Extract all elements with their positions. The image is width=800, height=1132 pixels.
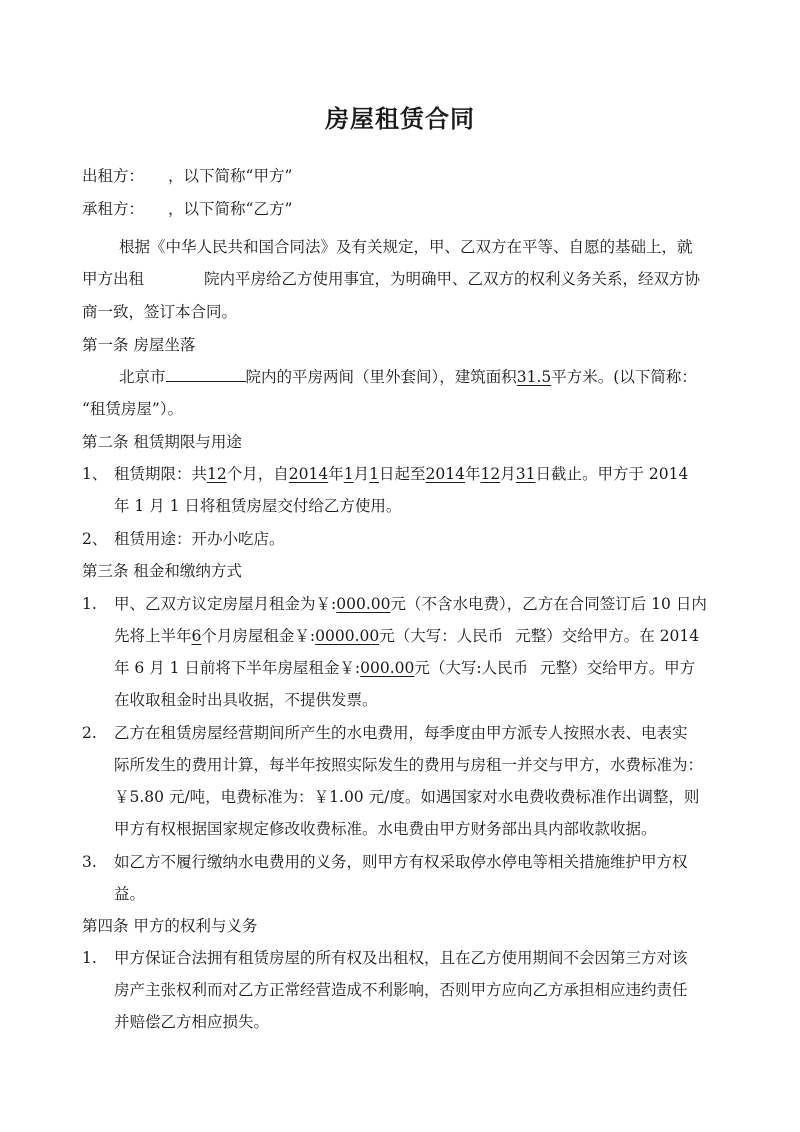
article-2-heading: 第二条 租赁期限与用途 <box>82 433 242 451</box>
rent-text: 年 6 月 1 日前将下半年房屋租金￥: <box>114 659 361 677</box>
item-number: 3. <box>82 853 97 871</box>
rent-text: 元整）交给甲方。甲方 <box>540 659 696 677</box>
utility-text: 乙方在租赁房屋经营期间所产生的水电费用，每季度由甲方派专人按照水表、电表实 <box>114 724 688 742</box>
article-3-heading: 第三条 租金和缴纳方式 <box>82 562 242 580</box>
rent-text: 元整）交给甲方。在 2014 <box>515 627 700 645</box>
lease-months: 12 <box>207 465 227 483</box>
article-3-item-2-line-4: 甲方有权根据国家规定修改收费标准。水电费由甲方财务部出具内部收款收据。 <box>114 820 657 838</box>
article-3-item-3-line-1 <box>82 852 688 872</box>
article-3-item-1-line-3 <box>114 658 695 678</box>
preamble-text-b: 院内平房给乙方使用事宜，为明确甲、乙双方的权利义务关系，经双方协 <box>204 270 701 288</box>
rent-text: 甲、乙双方议定房屋月租金为￥: <box>114 595 337 613</box>
rent-text: 元（大写：人民币 <box>379 627 504 645</box>
article-4-item-1-line-3: 并赔偿乙方相应损失。 <box>114 1013 270 1031</box>
lessee-line <box>82 199 292 219</box>
article-1-line-1 <box>119 367 697 387</box>
lessor-text: ，以下简称“甲方” <box>168 167 293 185</box>
lease-term-text: 租赁期限：共 <box>114 465 208 483</box>
rent-text: 先将上半年 <box>114 627 192 645</box>
article-2-item-1 <box>82 464 688 484</box>
preamble-text-a: 甲方出租 <box>82 270 145 288</box>
end-day: 31 <box>515 465 536 483</box>
second-half-rent: 000.00 <box>360 659 415 677</box>
article-2-item-2 <box>82 529 285 549</box>
lessor-obligation-text: 甲方保证合法拥有租赁房屋的所有权及出租权，且在乙方使用期间不会因第三方对该 <box>114 949 688 967</box>
item-number: 2、 <box>82 530 108 548</box>
preamble-line-1: 根据《中华人民共和国合同法》及有关规定，甲、乙双方在平等、自愿的基础上，就 <box>119 238 693 256</box>
rent-text: 元（大写:人民币 <box>414 659 529 677</box>
lessor-label: 出租方： <box>82 167 145 185</box>
lessee-label: 承租方： <box>82 200 145 218</box>
utility-obligation-text: 如乙方不履行缴纳水电费用的义务，则甲方有权采取停水停电等相关措施维护甲方权 <box>114 853 688 871</box>
article-3-item-3-line-2: 益。 <box>114 885 146 903</box>
article-3-item-1-line-1 <box>82 594 707 614</box>
page-title: 房屋租赁合同 <box>325 104 475 133</box>
address-blank <box>166 367 246 382</box>
item-number: 1. <box>82 949 97 967</box>
area-value: 31.5 <box>516 368 552 386</box>
article-3-item-1-line-4: 在收取租金时出具收据，不提供发票。 <box>114 691 378 709</box>
lease-term-text: 年 <box>464 465 481 483</box>
lease-term-text: 日截止。甲方于 2014 <box>535 465 689 483</box>
house-desc: 院内的平房两间（里外套间），建筑面积 <box>245 368 517 386</box>
article-1-heading: 第一条 房屋坐落 <box>82 336 196 354</box>
article-1-line-2: “租赁房屋”）。 <box>82 400 184 418</box>
half-year-months: 6 <box>191 627 202 645</box>
area-unit: 平方米。(以下简称： <box>551 368 697 386</box>
first-half-rent: 0000.00 <box>315 627 380 645</box>
article-3-item-2-line-1 <box>82 723 688 743</box>
end-year: 2014 <box>425 465 465 483</box>
city-text: 北京市 <box>119 368 166 386</box>
rent-text: 元（不含水电费），乙方在合同签订后 10 日内 <box>390 595 707 613</box>
lessor-line <box>82 166 292 186</box>
article-4-heading: 第四条 甲方的权利与义务 <box>82 917 258 935</box>
lease-term-text: 个月，自 <box>226 465 289 483</box>
item-number: 1、 <box>82 465 108 483</box>
start-day: 1 <box>369 465 379 483</box>
article-3-item-1-line-2 <box>114 626 699 646</box>
start-month: 1 <box>343 465 354 483</box>
end-month: 12 <box>480 465 501 483</box>
lease-term-text: 日起至 <box>379 465 426 483</box>
lease-term-text: 月 <box>353 465 370 483</box>
rent-text: 个月房屋租金￥: <box>201 627 316 645</box>
article-3-item-2-line-3: ￥5.80 元/吨，电费标准为：￥1.00 元/度。如遇国家对水电费收费标准作出调整，则 <box>114 788 700 806</box>
start-year: 2014 <box>288 465 329 483</box>
lease-usage-text: 租赁用途：开办小吃店。 <box>114 530 285 548</box>
preamble-line-2 <box>82 269 700 289</box>
article-4-item-1-line-2: 房产主张权利而对乙方正常经营造成不利影响，否则甲方应向乙方承担相应违约责任 <box>114 981 688 999</box>
item-number: 2. <box>82 724 97 742</box>
lessee-text: ，以下简称“乙方” <box>168 200 293 218</box>
monthly-rent: 000.00 <box>336 595 391 613</box>
lease-term-text: 月 <box>500 465 516 483</box>
lease-term-text: 年 <box>328 465 344 483</box>
item-number: 1. <box>82 595 97 613</box>
article-4-item-1-line-1 <box>82 948 688 968</box>
preamble-line-3: 商一致，签订本合同。 <box>82 303 238 321</box>
article-3-item-2-line-2: 际所发生的费用计算，每半年按照实际发生的费用与房租一并交与甲方，水费标准为： <box>114 756 704 774</box>
article-2-item-1-cont: 年 1 月 1 日将租赁房屋交付给乙方使用。 <box>114 497 402 515</box>
